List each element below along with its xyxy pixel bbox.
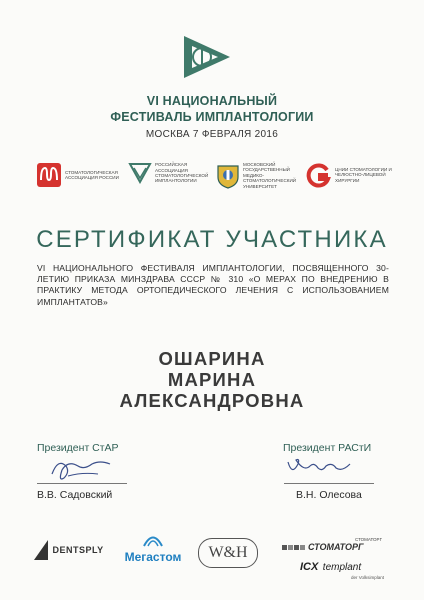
star-logo-icon <box>36 162 62 188</box>
certificate-title: СЕРТИФИКАТ УЧАСТНИКА <box>36 226 388 253</box>
certificate-description: VI НАЦИОНАЛЬНОГО ФЕСТИВАЛЯ ИМПЛАНТОЛОГИИ, ПОСВЯЩЕННОГО 30-ЛЕТИЮ ПРИКАЗА МИНЗДРАВА СССР № 310 «О МЕРАХ ПО ВНЕДРЕНИЮ В ПРАКТИКУ МЕТОДА ОРТОПЕДИЧЕСКОГО ЛЕЧЕНИЯ С ИСПОЛЬЗОВАНИЕМ ИМПЛАНТАТОВ» <box>37 263 389 307</box>
partner-mgmsu-text: МОСКОВСКИЙ ГОСУДАРСТВЕННЫЙ МЕДИКО-СТОМАТОЛОГИЧЕСКИЙ УНИВЕРСИТЕТ <box>243 162 297 189</box>
dentsply-wordmark: DENTSPLY <box>52 545 104 555</box>
festival-title-line2: ФЕСТИВАЛЬ ИМПЛАНТОЛОГИИ <box>110 110 314 124</box>
right-signatory-name: В.Н. Олесова <box>296 489 362 501</box>
mgmsu-emblem-icon <box>216 163 240 189</box>
partner-cniis-text: ЦНИИ СТОМАТОЛОГИИ И ЧЕЛЮСТНО-ЛИЦЕВОЙ ХИРУРГИИ <box>335 166 392 183</box>
rasti-logo-icon <box>128 162 152 184</box>
festival-logo <box>178 34 234 80</box>
megastom-wordmark: Мегастом <box>124 550 182 564</box>
festival-title-line1: VI НАЦИОНАЛЬНЫЙ <box>146 94 278 108</box>
right-signature-line <box>284 483 374 484</box>
dentsply-mark-icon <box>34 540 48 560</box>
partner-star <box>36 162 119 188</box>
left-signature-line <box>37 483 127 484</box>
cniis-logo-icon <box>306 162 332 188</box>
templant-tagline: der Volksimplant <box>350 575 384 580</box>
recipient-first-name: МАРИНА <box>167 369 257 390</box>
recipient-patronymic: АЛЕКСАНДРОВНА <box>119 390 305 411</box>
left-signature-icon <box>48 452 118 486</box>
wh-wordmark: W&H <box>198 538 258 568</box>
partner-rasti <box>128 162 207 184</box>
sponsor-stomatorg <box>282 537 382 552</box>
sponsor-megastom <box>116 533 190 564</box>
templant-wordmark: templant <box>322 562 362 573</box>
megastom-arc-icon <box>142 533 164 547</box>
festival-date: МОСКВА 7 ФЕВРАЛЯ 2016 <box>145 129 279 140</box>
left-signatory-role: Президент СтАР <box>37 442 119 454</box>
stomatorg-wordmark: СТОМАТОРГ <box>308 542 364 552</box>
partner-cniis <box>306 162 393 188</box>
stomatorg-small-label: СТОМАТОРГ <box>354 537 382 542</box>
recipient-surname: ОШАРИНА <box>158 348 266 369</box>
left-signatory-name: В.В. Садовский <box>37 489 113 501</box>
sponsor-icx-templant <box>300 557 390 580</box>
sponsor-dentsply <box>34 540 104 560</box>
partner-rasti-text: РОССИЙСКАЯ АССОЦИАЦИЯ СТОМАТОЛОГИЧЕСКОЙ ИМПЛАНТОЛОГИИ <box>155 162 209 184</box>
partner-mgmsu <box>216 162 305 189</box>
right-signature-icon <box>284 452 358 486</box>
right-signatory-role: Президент РАСтИ <box>283 442 372 454</box>
sponsor-wh <box>198 538 258 568</box>
stomatorg-squares-icon <box>282 545 305 550</box>
partner-star-text: СТОМАТОЛОГИЧЕСКАЯ АССОЦИАЦИЯ РОССИИ <box>65 169 119 180</box>
icx-wordmark: ICX <box>300 561 319 573</box>
